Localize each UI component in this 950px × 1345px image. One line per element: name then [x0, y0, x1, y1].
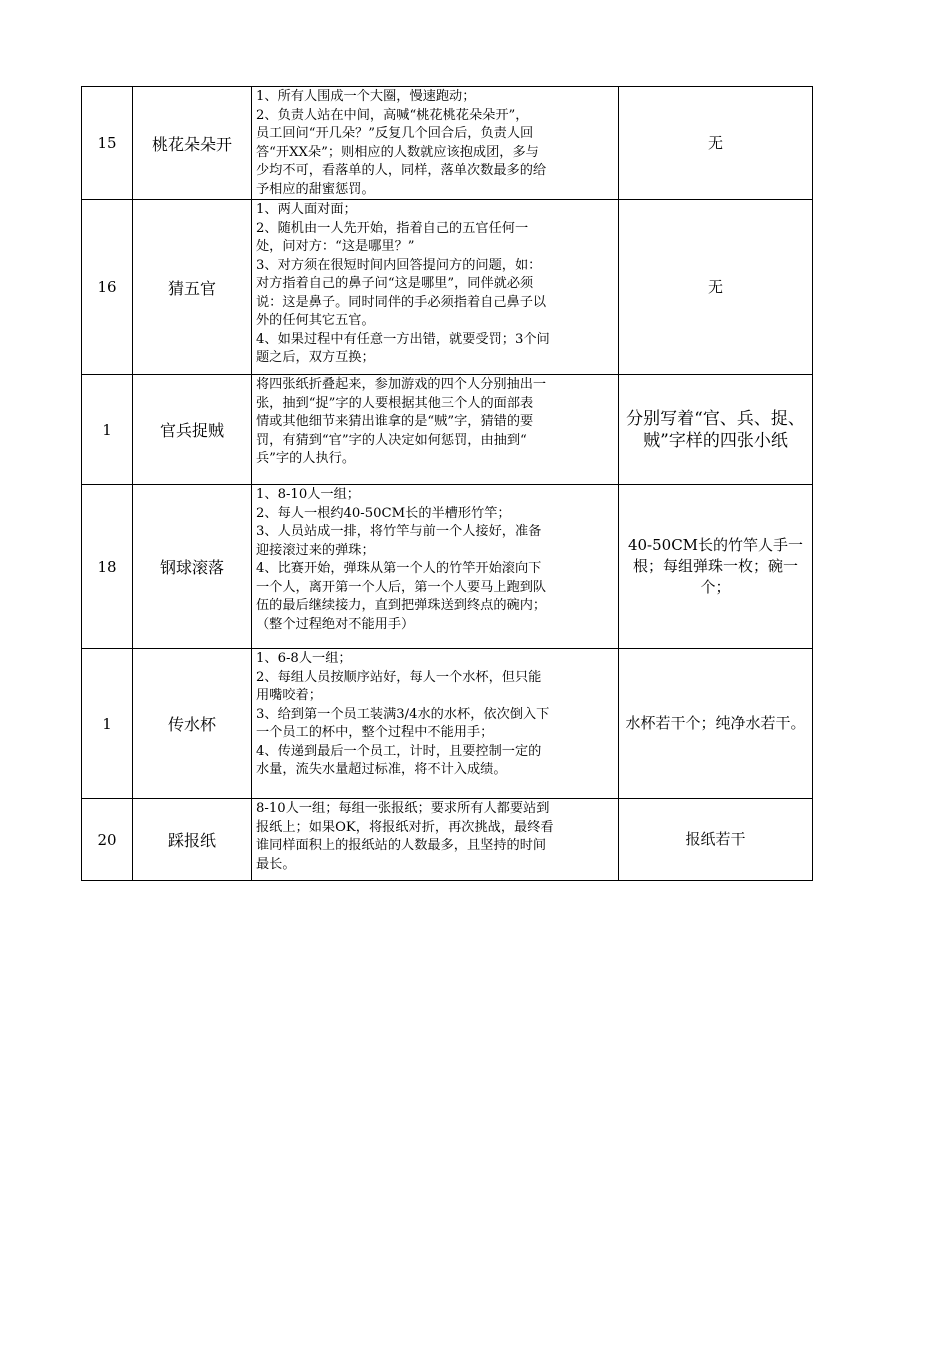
- description-line: 予相应的甜蜜惩罚。: [256, 181, 375, 197]
- game-name: 桃花朵朵开: [133, 87, 252, 200]
- description-line: 对方指着自己的鼻子问“这是哪里”，同伴就必须: [256, 276, 534, 291]
- game-description: [252, 799, 619, 881]
- table-row: [82, 200, 813, 375]
- description-line: 题之后，双方互换；: [256, 350, 375, 365]
- description-line: 答“开XX朵”；则相应的人数就应该抱成团，多与: [256, 144, 539, 160]
- description-line: 情或其他细节来猜出谁拿的是“贼”字，猜错的要: [256, 414, 534, 429]
- game-number: 16: [82, 200, 133, 375]
- game-number: 1: [82, 649, 133, 799]
- game-materials: 无: [619, 87, 813, 200]
- table-row: [82, 485, 813, 649]
- description-line: 外的任何其它五官。: [256, 313, 375, 328]
- description-line: 处，问对方：“这是哪里？”: [256, 239, 415, 254]
- game-name: 钢球滚落: [133, 485, 252, 649]
- description-line: 少均不可，看落单的人，同样，落单次数最多的给: [256, 163, 547, 178]
- game-materials: 报纸若干: [619, 799, 813, 881]
- game-description: [252, 375, 619, 485]
- game-number: 15: [82, 87, 133, 200]
- description-line: 一个员工的杯中，整个过程中不能用手；: [256, 725, 494, 740]
- description-line: 1、6-8人一组；: [256, 651, 352, 666]
- description-line: 1、所有人围成一个大圈，慢速跑动；: [256, 89, 476, 104]
- table-row: [82, 375, 813, 485]
- description-line: 8-10人一组；每组一张报纸；要求所有人都要站到: [256, 801, 550, 816]
- description-line: 伍的最后继续接力，直到把弹珠送到终点的碗内；: [256, 598, 547, 613]
- description-line: 说：这是鼻子。同时同伴的手必须指着自己鼻子以: [256, 294, 547, 310]
- game-description: [252, 200, 619, 375]
- description-line: （整个过程绝对不能用手）: [256, 616, 415, 632]
- description-line: 2、每人一根约40-50CM长的半槽形竹竿；: [256, 505, 511, 521]
- description-line: 员工回问“开几朵？”反复几个回合后，负责人回: [256, 126, 534, 141]
- description-line: 2、负责人站在中间，高喊“桃花桃花朵朵开”，: [256, 107, 529, 123]
- description-line: 4、传递到最后一个员工，计时，且要控制一定的: [256, 743, 542, 759]
- games-table: [81, 86, 813, 881]
- game-name: 猜五官: [133, 200, 252, 375]
- table-row: [82, 799, 813, 881]
- game-number: 1: [82, 375, 133, 485]
- description-line: 兵”字的人执行。: [256, 451, 356, 466]
- game-materials: 分别写着“官、兵、捉、贼”字样的四张小纸: [619, 375, 813, 485]
- game-description: [252, 649, 619, 799]
- description-line: 罚，有猜到“官”字的人决定如何惩罚，由抽到“: [256, 432, 527, 448]
- game-name: 传水杯: [133, 649, 252, 799]
- description-line: 最长。: [256, 856, 296, 872]
- description-line: 1、8-10人一组；: [256, 487, 360, 502]
- description-line: 一个人，离开第一个人后，第一个人要马上跑到队: [256, 579, 547, 595]
- game-name: 踩报纸: [133, 799, 252, 881]
- description-line: 4、比赛开始，弹珠从第一个人的竹竿开始滚向下: [256, 561, 542, 576]
- description-line: 张，抽到“捉”字的人要根据其他三个人的面部表: [256, 395, 534, 411]
- table-row: [82, 87, 813, 200]
- description-line: 迎接滚过来的弹珠；: [256, 542, 375, 558]
- game-name: 官兵捉贼: [133, 375, 252, 485]
- description-line: 3、人员站成一排，将竹竿与前一个人接好，准备: [256, 524, 542, 539]
- game-materials: 水杯若干个；纯净水若干。: [619, 649, 813, 799]
- game-description: [252, 87, 619, 200]
- description-line: 将四张纸折叠起来，参加游戏的四个人分别抽出一: [256, 377, 547, 392]
- description-line: 2、随机由一人先开始，指着自己的五官任何一: [256, 220, 529, 236]
- description-line: 报纸上；如果OK，将报纸对折，再次挑战，最终看: [256, 819, 554, 835]
- description-line: 3、给到第一个员工装满3/4水的水杯，依次倒入下: [256, 706, 550, 722]
- game-number: 18: [82, 485, 133, 649]
- game-materials: 无: [619, 200, 813, 375]
- description-line: 1、两人面对面；: [256, 202, 357, 217]
- description-line: 谁同样面积上的报纸站的人数最多，且坚持的时间: [256, 838, 547, 853]
- game-materials: 40-50CM长的竹竿人手一根；每组弹珠一枚；碗一个；: [619, 485, 813, 649]
- table-row: [82, 649, 813, 799]
- description-line: 用嘴咬着；: [256, 688, 322, 703]
- game-number: 20: [82, 799, 133, 881]
- description-line: 3、对方须在很短时间内回答提问方的问题，如：: [256, 257, 542, 273]
- description-line: 水量，流失水量超过标准，将不计入成绩。: [256, 762, 507, 777]
- description-line: 4、如果过程中有任意一方出错，就要受罚；3个问: [256, 331, 550, 347]
- game-description: [252, 485, 619, 649]
- description-line: 2、每组人员按顺序站好，每人一个水杯，但只能: [256, 669, 542, 685]
